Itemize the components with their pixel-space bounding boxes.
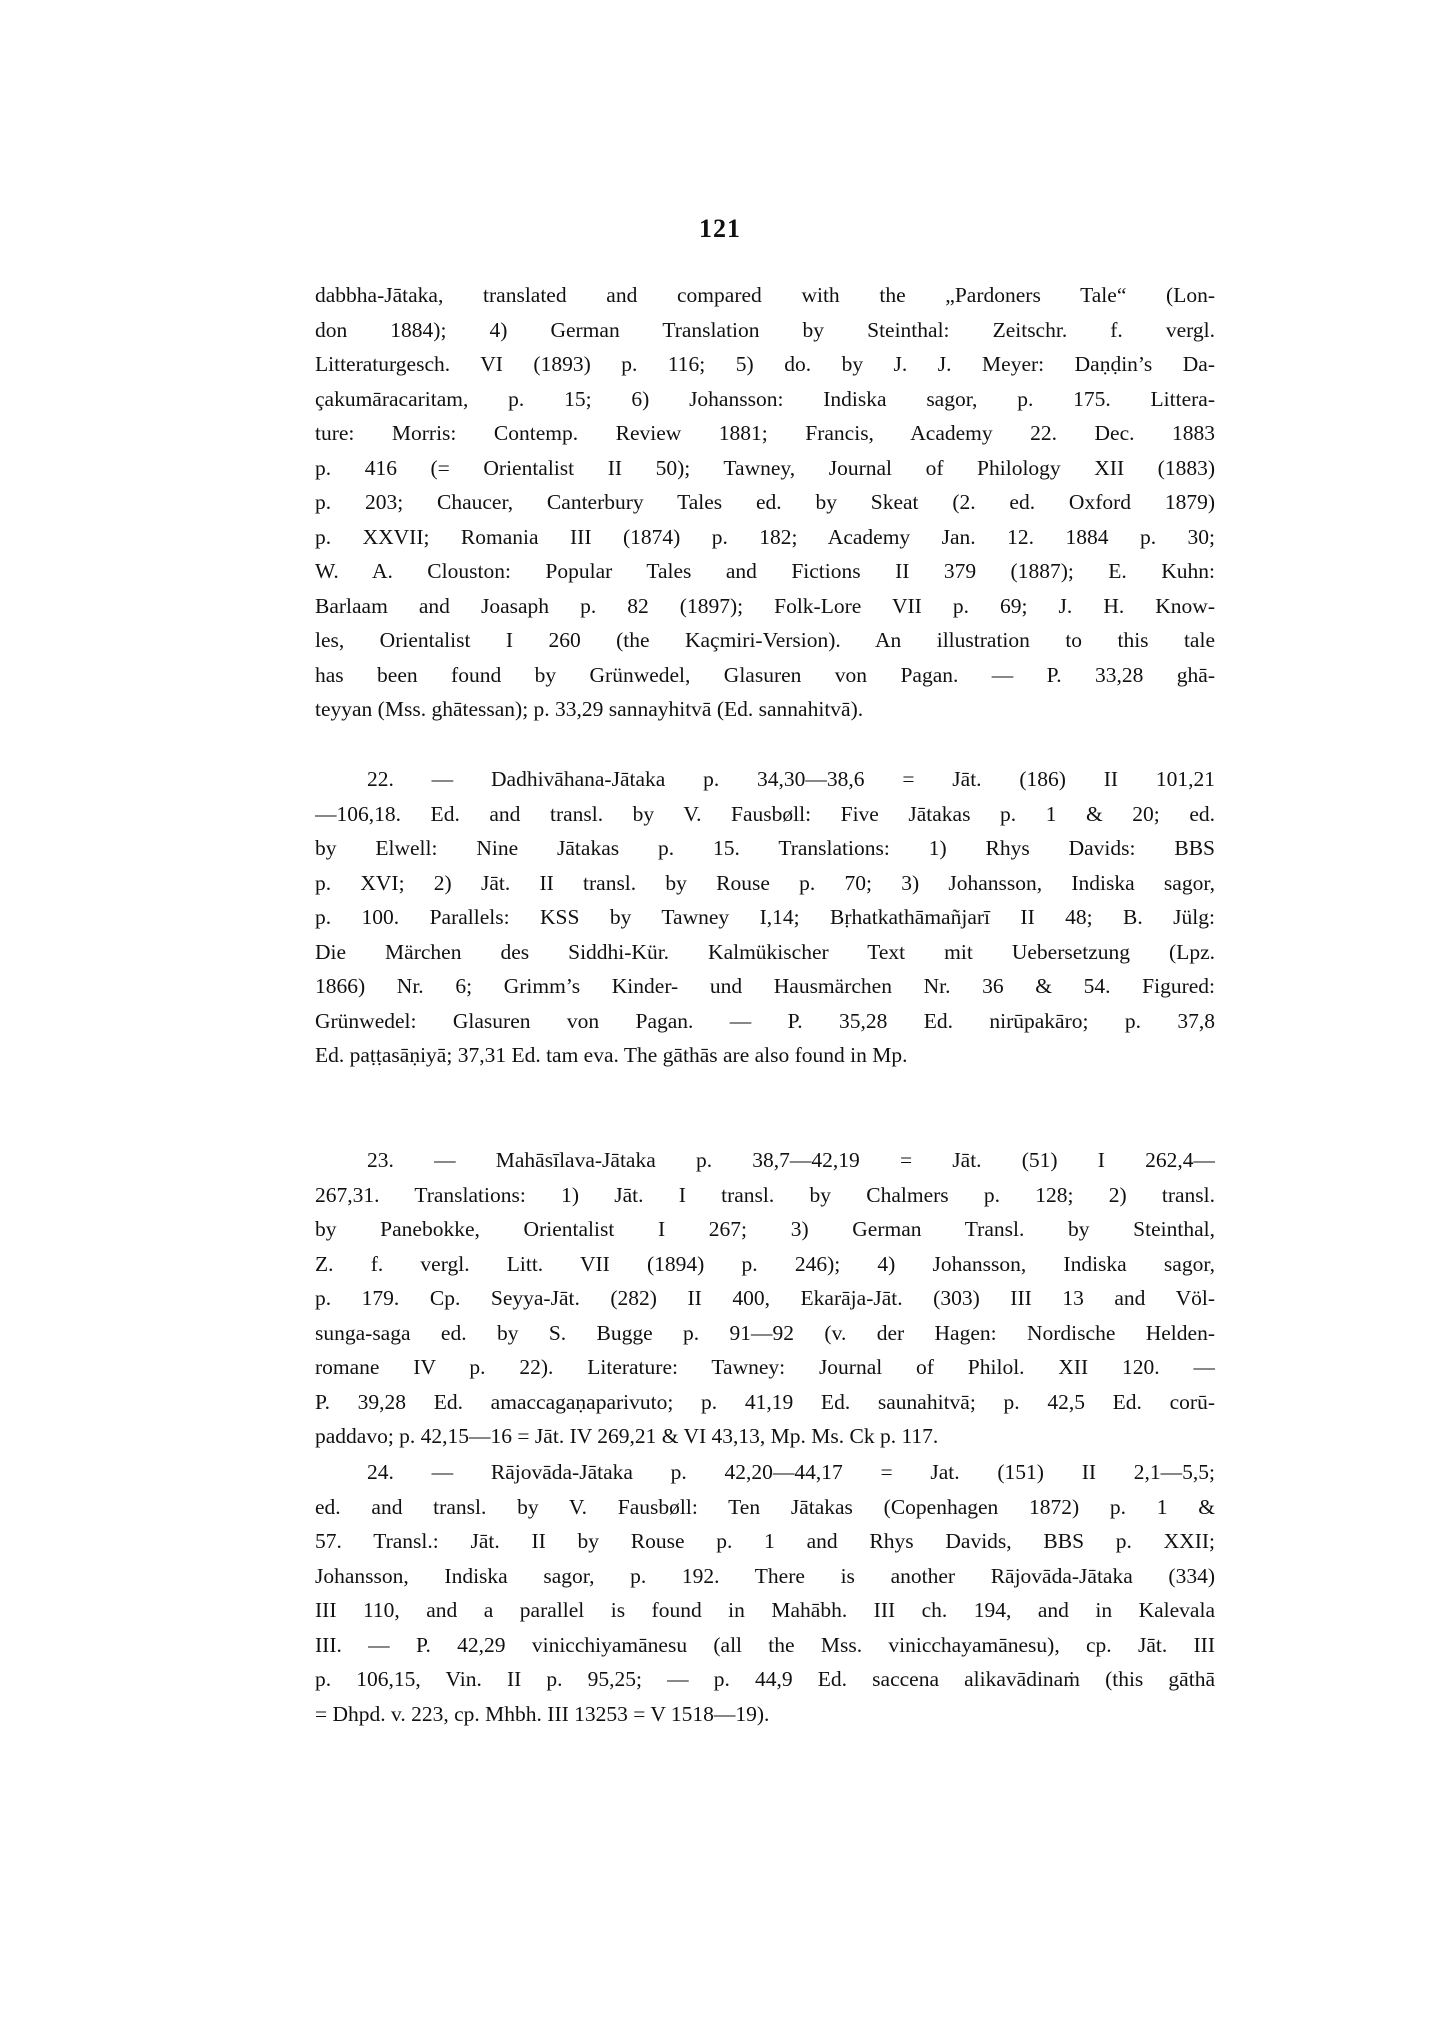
text-line: W. A. Clouston: Popular Tales and Fictions II 379 (1887); E. Kuhn:: [315, 559, 1215, 583]
paragraph-intro: [315, 278, 1215, 727]
text-line: III. — P. 42,29 vinicchiyamānesu (all the Mss. vinicchayamānesu), cp. Jāt. III: [315, 1632, 1215, 1657]
text-line: by Elwell: Nine Jātakas p. 15. Translations: 1) Rhys Davids: BBS: [315, 836, 1215, 860]
text-line: Barlaam and Joasaph p. 82 (1897); Folk-Lore VII p. 69; J. H. Know-: [315, 593, 1215, 618]
text-line: —106,18. Ed. and transl. by V. Fausbøll: Five Jātakas p. 1 & 20; ed.: [315, 801, 1215, 826]
text-line: p. 179. Cp. Seyya-Jāt. (282) II 400, Ekarāja-Jāt. (303) III 13 and Völ-: [315, 1286, 1215, 1310]
text-line: p. 100. Parallels: KSS by Tawney I,14; Bṛhatkathāmañjarī II 48; B. Jülg:: [315, 905, 1215, 929]
text-line: Die Märchen des Siddhi-Kür. Kalmükischer Text mit Uebersetzung (Lpz.: [315, 939, 1215, 964]
text-line: p. XXVII; Romania III (1874) p. 182; Academy Jan. 12. 1884 p. 30;: [315, 524, 1215, 549]
page-number: 121: [699, 214, 741, 243]
text-line: Z. f. vergl. Litt. VII (1894) p. 246); 4) Johansson, Indiska sagor,: [315, 1251, 1215, 1276]
text-line: ed. and transl. by V. Fausbøll: Ten Jātakas (Copenhagen 1872) p. 1 &: [315, 1494, 1215, 1519]
text-line: romane IV p. 22). Literature: Tawney: Journal of Philol. XII 120. —: [315, 1355, 1215, 1379]
paragraph-24-rajovada-jataka: [315, 1455, 1215, 1731]
text-line: Grünwedel: Glasuren von Pagan. — P. 35,28 Ed. nirūpakāro; p. 37,8: [315, 1008, 1215, 1033]
text-line: p. 106,15, Vin. II p. 95,25; — p. 44,9 Ed. saccena alikavādinaṁ (this gāthā: [315, 1667, 1215, 1691]
paragraph-22-dadhivahana-jataka: [315, 762, 1215, 1073]
text-line: 1866) Nr. 6; Grimm’s Kinder- und Hausmärchen Nr. 36 & 54. Figured:: [315, 974, 1215, 998]
text-line: les, Orientalist I 260 (the Kaçmiri-Version). An illustration to this tale: [315, 628, 1215, 652]
text-line: teyyan (Mss. ghātessan); p. 33,29 sannayhitvā (Ed. sannahitvā).: [315, 697, 864, 721]
text-line: P. 39,28 Ed. amaccagaṇaparivuto; p. 41,19 Ed. saunahitvā; p. 42,5 Ed. corū-: [315, 1389, 1215, 1414]
text-line: has been found by Grünwedel, Glasuren von Pagan. — P. 33,28 ghā-: [315, 662, 1215, 687]
text-line: paddavo; p. 42,15—16 = Jāt. IV 269,21 & VI 43,13, Mp. Ms. Ck p. 117.: [315, 1424, 939, 1448]
text-line: don 1884); 4) German Translation by Steinthal: Zeitschr. f. vergl.: [315, 317, 1215, 342]
text-line: = Dhpd. v. 223, cp. Mhbh. III 13253 = V 1518—19).: [315, 1701, 770, 1726]
text-line: p. XVI; 2) Jāt. II transl. by Rouse p. 70; 3) Johansson, Indiska sagor,: [315, 870, 1215, 895]
text-line: çakumāracaritam, p. 15; 6) Johansson: Indiska sagor, p. 175. Littera-: [315, 386, 1215, 411]
text-line: Litteraturgesch. VI (1893) p. 116; 5) do. by J. J. Meyer: Daṇḍin’s Da-: [315, 352, 1215, 376]
entry-heading-line: 24. — Rājovāda-Jātaka p. 42,20—44,17 = Jat. (151) II 2,1—5,5;: [367, 1460, 1215, 1484]
text-line: p. 203; Chaucer, Canterbury Tales ed. by Skeat (2. ed. Oxford 1879): [315, 490, 1215, 514]
paragraph-23-mahasilava-jataka: [315, 1143, 1215, 1454]
text-line: Johansson, Indiska sagor, p. 192. There is another Rājovāda-Jātaka (334): [315, 1563, 1215, 1588]
text-line: p. 416 (= Orientalist II 50); Tawney, Journal of Philology XII (1883): [315, 455, 1215, 480]
text-line: ture: Morris: Contemp. Review 1881; Francis, Academy 22. Dec. 1883: [315, 421, 1215, 445]
text-line: by Panebokke, Orientalist I 267; 3) German Transl. by Steinthal,: [315, 1217, 1215, 1241]
text-line: III 110, and a parallel is found in Mahābh. III ch. 194, and in Kalevala: [315, 1598, 1215, 1622]
entry-heading-line: 22. — Dadhivāhana-Jātaka p. 34,30—38,6 = Jāt. (186) II 101,21: [367, 767, 1215, 791]
text-line: 57. Transl.: Jāt. II by Rouse p. 1 and Rhys Davids, BBS p. XXII;: [315, 1529, 1215, 1553]
entry-heading-line: 23. — Mahāsīlava-Jātaka p. 38,7—42,19 = Jāt. (51) I 262,4—: [367, 1148, 1215, 1172]
text-line: dabbha-Jātaka, translated and compared with the „Pardoners Tale“ (Lon-: [315, 283, 1215, 307]
text-line: sunga-saga ed. by S. Bugge p. 91—92 (v. der Hagen: Nordische Helden-: [315, 1320, 1215, 1345]
text-line: Ed. paṭṭasāṇiyā; 37,31 Ed. tam eva. The gāthās are also found in Mp.: [315, 1043, 908, 1067]
text-line: 267,31. Translations: 1) Jāt. I transl. by Chalmers p. 128; 2) transl.: [315, 1182, 1215, 1207]
